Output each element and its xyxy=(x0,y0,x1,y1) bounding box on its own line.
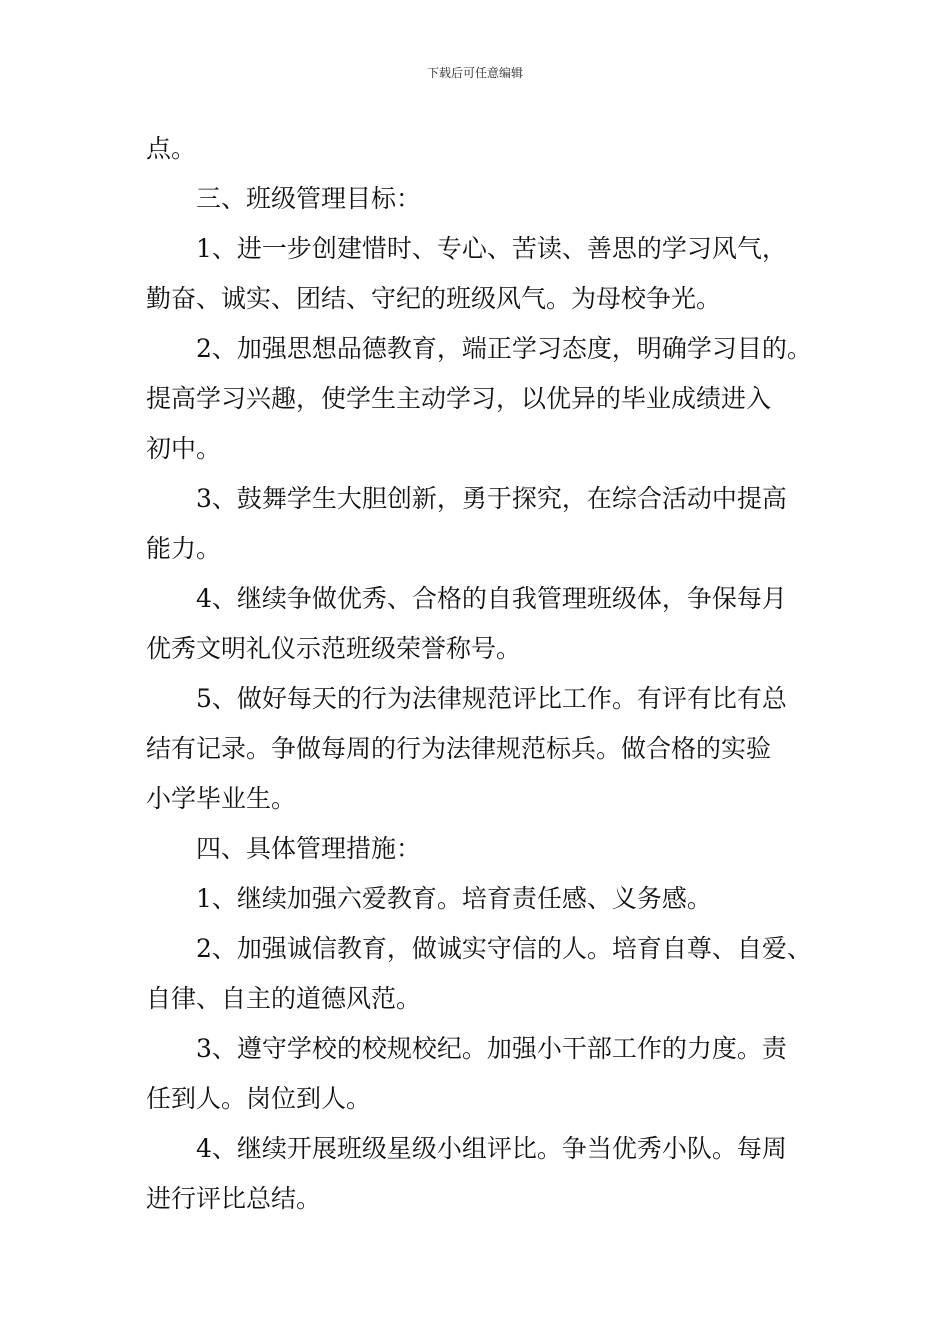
text-line: 自律、自主的道德风范。 xyxy=(146,984,422,1013)
text-line: 小学毕业生。 xyxy=(146,784,297,813)
text-line: 1、进一步创建惜时、专心、苦读、善思的学习风气， xyxy=(196,234,787,263)
text-line: 能力。 xyxy=(146,534,222,563)
text-line: 结有记录。争做每周的行为法律规范标兵。做合格的实验 xyxy=(146,734,772,763)
text-line: 点。 xyxy=(146,134,197,163)
text-line: 勤奋、诚实、团结、守纪的班级风气。为母校争光。 xyxy=(146,284,722,313)
text-line: 三、班级管理目标： xyxy=(196,184,422,213)
text-line: 4、继续争做优秀、合格的自我管理班级体，争保每月 xyxy=(196,584,787,613)
text-line: 5、做好每天的行为法律规范评比工作。有评有比有总 xyxy=(196,684,787,713)
text-line: 任到人。岗位到人。 xyxy=(146,1084,372,1113)
text-line: 4、继续开展班级星级小组评比。争当优秀小队。每周 xyxy=(196,1134,787,1163)
text-line: 2、加强思想品德教育，端正学习态度，明确学习目的。 xyxy=(196,334,812,363)
text-line: 1、继续加强六爱教育。培育责任感、义务感。 xyxy=(196,884,712,913)
text-line: 3、遵守学校的校规校纪。加强小干部工作的力度。责 xyxy=(196,1034,787,1063)
text-line: 3、鼓舞学生大胆创新，勇于探究，在综合活动中提高 xyxy=(196,484,787,513)
page-header: 下载后可任意编辑 xyxy=(426,66,523,80)
document-body xyxy=(146,124,836,1224)
text-line: 初中。 xyxy=(146,434,222,463)
text-line: 优秀文明礼仪示范班级荣誉称号。 xyxy=(146,634,522,663)
text-line: 进行评比总结。 xyxy=(146,1184,322,1213)
text-line: 四、具体管理措施： xyxy=(196,834,422,863)
text-line: 提高学习兴趣，使学生主动学习，以优异的毕业成绩进入 xyxy=(146,384,772,413)
text-line: 2、加强诚信教育，做诚实守信的人。培育自尊、自爱、 xyxy=(196,934,812,963)
